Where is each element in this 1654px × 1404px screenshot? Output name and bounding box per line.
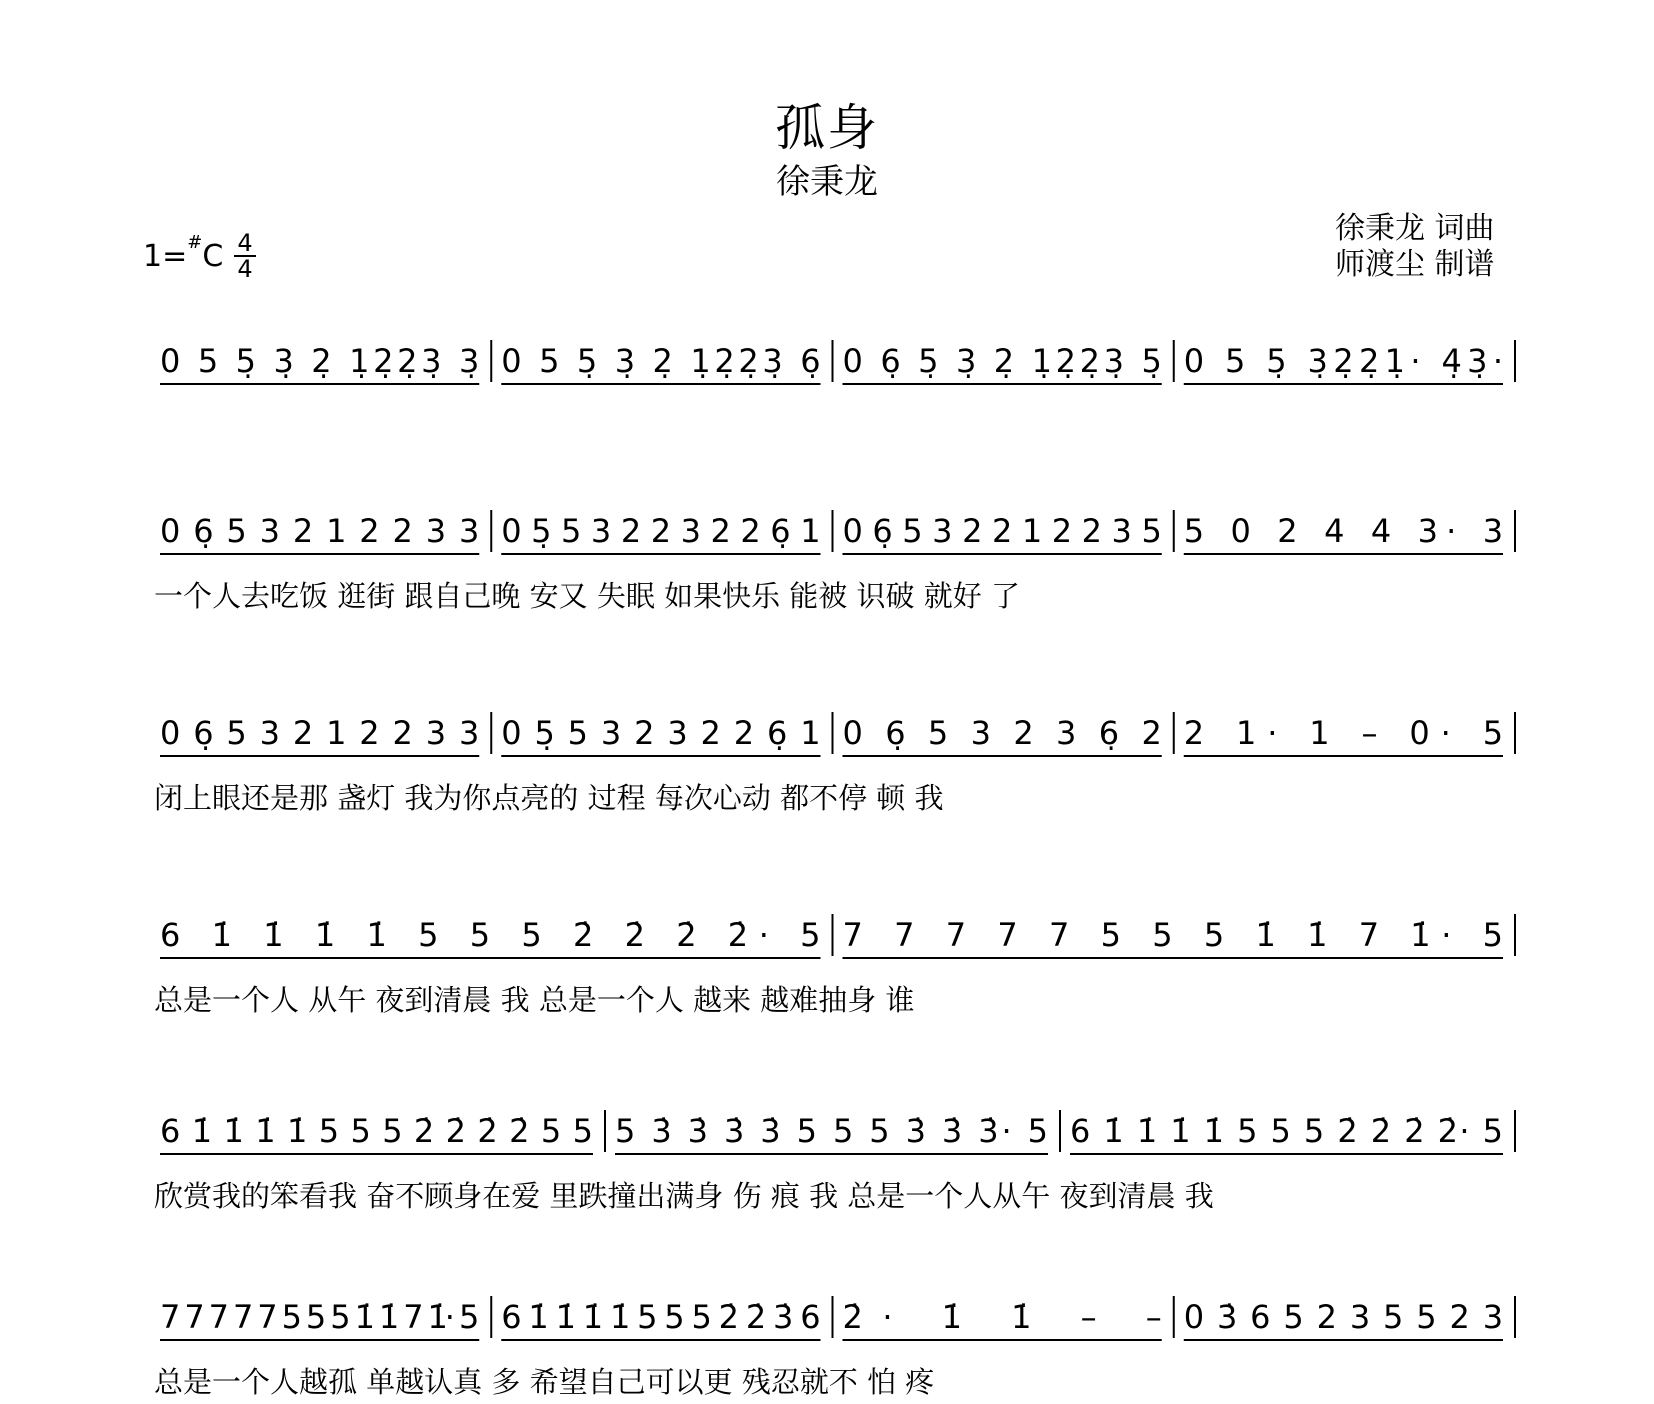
measure-notes: 7 7 7 7 7 5 5 5 1̇ 1̇ 7 1̇· 5 [160,1298,480,1336]
time-signature-bottom: 4 [237,255,253,283]
notation-row [154,338,1519,398]
lyrics-line: 一个人去吃饭 逛街 跟自己晚 安又 失眠 如果快乐 能被 识破 就好 了 [154,579,1020,613]
credits [1335,211,1495,283]
time-signature [234,229,256,283]
lyrics-line: 闭上眼还是那 盏灯 我为你点亮的 过程 每次心动 都不停 顿 我 [154,781,944,815]
key-note: C [202,239,224,274]
measure-notes: 0 3̇ 6 5 2 3 5 5 2 3 [1183,1298,1504,1336]
credit-score: 师渡尘 制谱 [1335,247,1495,282]
measure-notes: 0 6̣ 5 3 2 1 2 2 3 3 [160,714,480,752]
notation-row [154,710,1519,770]
notation-row [154,912,1519,972]
notation-row [154,1294,1519,1354]
score-system-3 [154,710,1519,820]
measure-notes: 6 1̇ 1̇ 1̇ 1̇ 5 5 5 2̇ 2̇ 2̇ 2̇· 5 [160,916,821,954]
score-system-4 [154,912,1519,1022]
sharp-sign: # [187,232,203,253]
measure-notes: 0 5 5̣ 3̣2̣2̣1̣· 4̣3̣· [1183,342,1504,380]
key-signature [143,232,223,274]
score-system-1 [154,338,1519,448]
measure-notes: 0 5̣ 5 3 2 3 2 2 6̣ 1 [501,714,821,752]
measure-notes: 0 5̣ 5 3 2 2 3 2 2 6̣ 1 [501,512,821,550]
measure-notes: 6 1̇ 1̇ 1̇ 1̇ 5 5 5 2̇ 2̇ 2̇ 2̇ 5 5 [160,1112,593,1150]
song-title: 孤身 [775,99,879,157]
key-prefix: 1= [143,239,188,274]
score-system-5 [154,1108,1519,1218]
measure-notes: 5 0 2 4 4 3· 3 [1183,512,1504,550]
measure-notes: 6 1̇ 1̇ 1̇ 1̇ 5 5 5 2̇ 2̇ 2̇ 2̇· 5 [1070,1112,1503,1150]
time-signature-top: 4 [237,229,253,257]
notation-row [154,508,1519,568]
measure-notes: 2̇· 1̇ 1̇ – – [842,1298,1162,1336]
song-artist: 徐秉龙 [776,162,878,202]
measure-notes: 0 5 5̣ 3̣ 2̣ 1̣2̣2̣3̣ 6̣ [501,342,821,380]
lyrics-line: 总是一个人 从午 夜到清晨 我 总是一个人 越来 越难抽身 谁 [154,983,915,1017]
measure-notes: 7 7 7 7 7 5 5 5 1̇ 1̇ 7 1̇· 5 [842,916,1503,954]
notation-row [154,1108,1519,1168]
measure-notes: 5 3̇ 3̇ 3̇ 3̇ 5 5 5 3̇ 3̇ 3̇· 5 [615,1112,1048,1150]
measure-notes: 6 1̇ 1̇ 1̇ 1̇ 5 5 5 2̇ 2̇ 3̇ 6 [501,1298,821,1336]
measure-notes: 0 6̣ 5̣ 3̣ 2̣ 1̣2̣2̣3̣ 5̣ [842,342,1162,380]
score-system-2 [154,508,1519,618]
credit-lyrics-music: 徐秉龙 词曲 [1335,211,1495,246]
measure-notes: 2 1· 1 – 0· 5 [1183,714,1504,752]
measure-notes: 0 6̣ 5 3 2 2 1 2 2 3 5 [842,512,1162,550]
measure-notes: 0 5 5̣ 3̣ 2̣ 1̣2̣2̣3̣ 3̣ [160,342,480,380]
lyrics-line: 总是一个人越孤 单越认真 多 希望自己可以更 残忍就不 怕 疼 [154,1365,935,1399]
score-system-6 [154,1294,1519,1404]
lyrics-line: 欣赏我的笨看我 奋不顾身在爱 里跌撞出满身 伤 痕 我 总是一个人从午 夜到清晨 我 [154,1179,1214,1213]
measure-notes: 0 6̣ 5 3 2 3 6̣ 2 [842,714,1162,752]
measure-notes: 0 6̣ 5 3 2 1 2 2 3 3 [160,512,480,550]
